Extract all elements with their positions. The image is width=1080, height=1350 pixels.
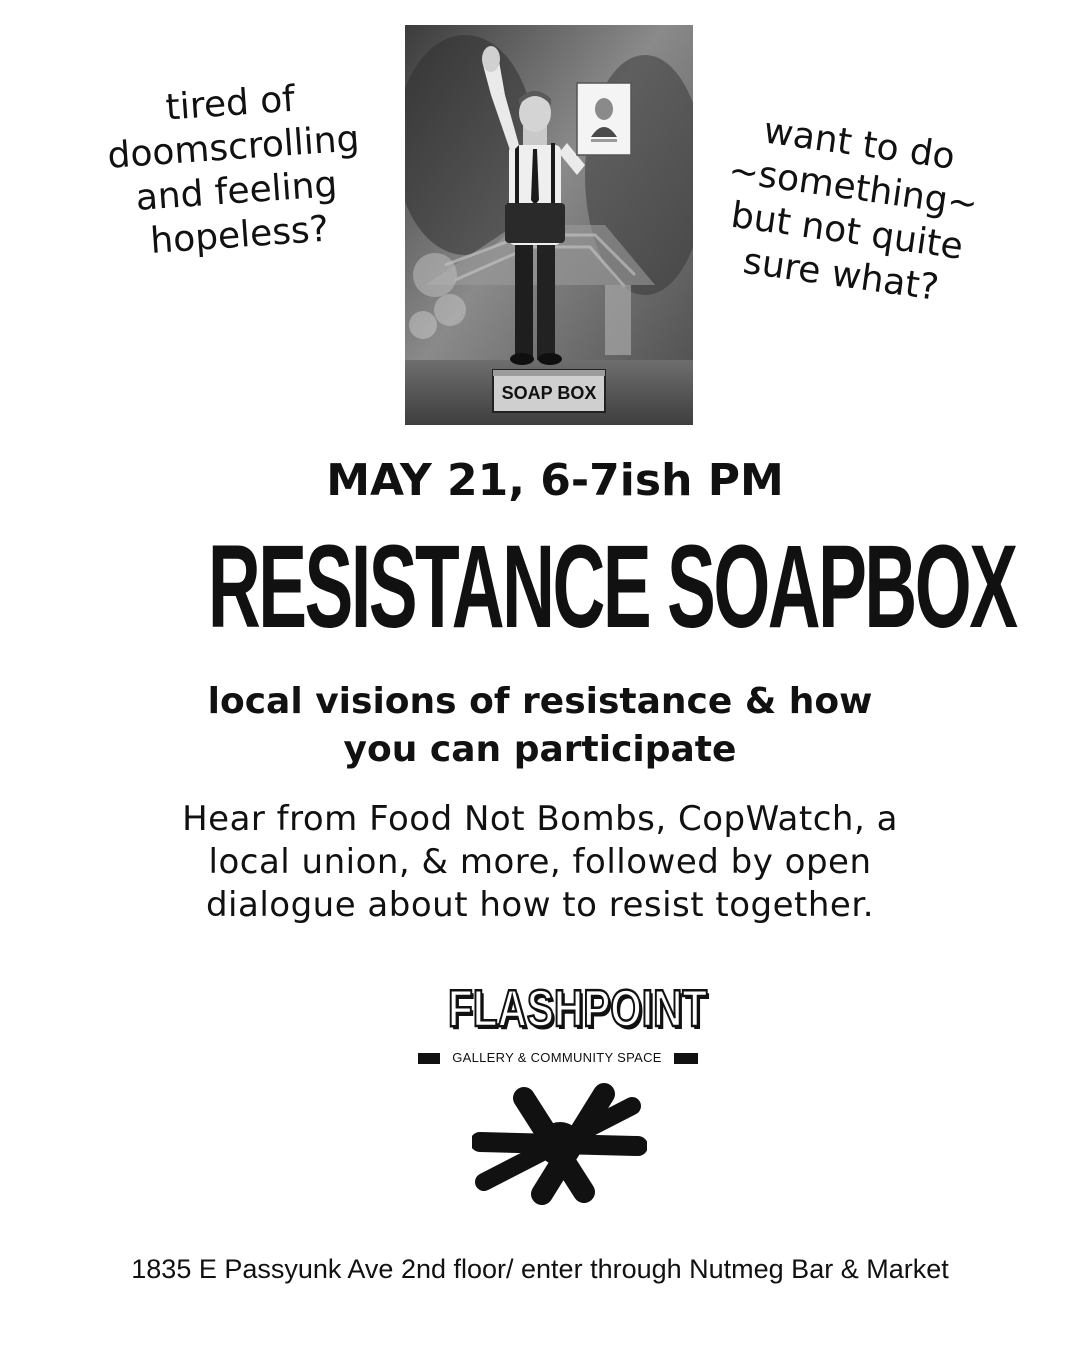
logo-divider-right	[674, 1053, 698, 1064]
event-tagline-line: you can participate	[343, 729, 737, 770]
note-doomscrolling: tired of doomscrolling and feeling hopeless?	[106, 78, 361, 263]
venue-address: 1835 E Passyunk Ave 2nd floor/ enter through Nutmeg Bar & Market	[131, 1254, 949, 1284]
soapbox-label: SOAP BOX	[501, 383, 597, 403]
event-description-line: dialogue about how to resist together.	[205, 885, 875, 925]
logo-divider-left	[418, 1053, 440, 1064]
event-datetime: MAY 21, 6-7ish PM	[326, 455, 784, 506]
soapbox-photo	[405, 25, 693, 425]
flashpoint-logo: FLASHPOINT	[448, 980, 708, 1038]
event-description-line: local union, & more, followed by open	[208, 842, 872, 882]
logo-tagline: GALLERY & COMMUNITY SPACE	[452, 1050, 662, 1065]
event-title: RESISTANCE SOAPBOX	[207, 521, 1016, 653]
note-something: want to do ~something~ but not quite sure what?	[726, 110, 981, 309]
event-description-line: Hear from Food Not Bombs, CopWatch, a	[182, 799, 898, 839]
asterisk-brush-icon	[472, 1082, 647, 1207]
event-tagline-line: local visions of resistance & how	[207, 681, 873, 722]
